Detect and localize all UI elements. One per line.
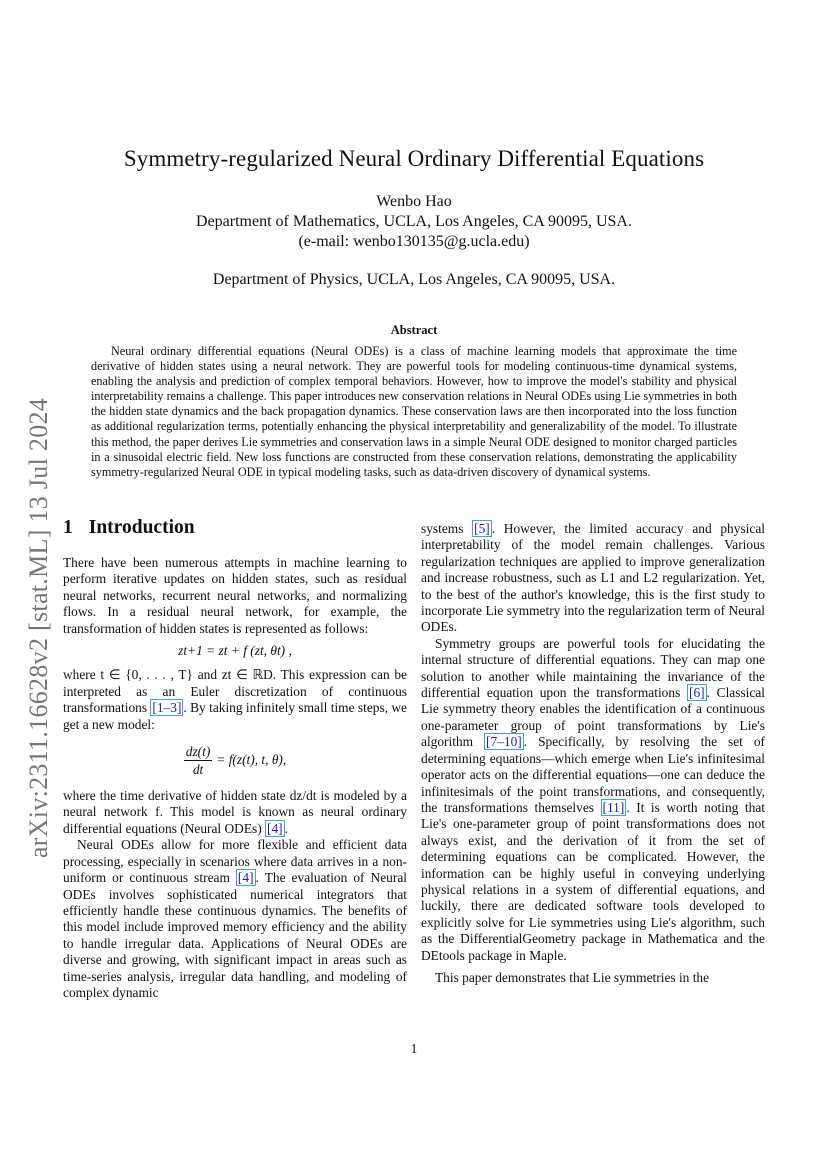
section-title: Introduction [88,517,195,538]
text-run: Symmetry groups are powerful tools for elucidating the internal structure of differential equations. They can map one solution to another while maintaining the invariance of the differential equation upon the transformations [421,635,765,701]
citation-link[interactable]: [5] [474,521,490,536]
text-run: where the time derivative of hidden state dz/dt is modeled by a neural network f. This model is known as neural ordinary differential equations (Neural ODEs) [63,788,407,836]
text-run: . Specifically, by resolving the set of determining equations—which emerge when Lie's infinitesimal operator acts on the differential equations—one can deduce the infinitesimals of the point transformations, and consequently, the transformations themselves [421,734,765,815]
arxiv-stamp [18,368,60,888]
citation-link[interactable]: [11] [602,799,625,815]
text-run: . [284,820,289,836]
affiliation-physics: Department of Physics, UCLA, Los Angeles, CA 90095, USA. [212,271,616,288]
left-column [63,515,407,1001]
intro-paragraph-5 [421,521,765,636]
arxiv-id: arXiv:2311.16628v2 [stat.ML] 13 Jul 2024 [24,397,54,859]
intro-paragraph-2 [63,667,407,733]
equation-neural-ode [63,743,407,778]
text-run: . However, the limited accuracy and physical interpretability of the model remain challenges. Various regularization techniques are applied to improve generalization and increase robustness, such as L1 and L2 regularization. Yet, to the best of the author's knowledge, this is the first study to incorporate Lie symmetry into the regularization term of Neural ODEs. [421,521,765,635]
text-run: . It is worth noting that Lie's one-parameter group of point transformations does not always exist, and the derivation of it from the set of determining equations can be complicated. However, the information can be highly useful in conveying underlying physical relations in a system of differential equations, and luckily, there are dedicated software tools developed to explicitly solve for Lie symmetries using Lie's algorithm, such as the DifferentialGeometry package in Mathematica and the DEtools package in Maple. [421,799,765,963]
text-run: . Classical Lie symmetry theory enables the identification of a continuous one-parameter group of point transformations by Lie's algorithm [421,685,765,750]
intro-paragraph-4 [63,837,407,1001]
intro-paragraph-7: This paper demonstrates that Lie symmetries in the [435,969,710,985]
citation-link[interactable]: [4] [267,820,283,836]
text-run: Neural ODEs allow for more flexible and efficient data processing, especially in scenarios where data arrives in a non-uniform or continuous stream [63,837,407,886]
fraction-numerator: dz(t) [185,744,211,760]
author-email: (e-mail: wenbo130135@g.ucla.edu) [298,233,530,250]
paper-title: Symmetry-regularized Neural Ordinary Differential Equations [123,146,705,171]
citation-link[interactable]: [6] [688,685,705,701]
page-number: 1 [410,1041,418,1056]
text-run: . The evaluation of Neural ODEs involves sophisticated numerical integrators that efficiently handle these continuous dynamics. The benefits of this model include improved memory efficiency and the ability to handle irregular data. Applications of Neural ODEs are diverse and growing, with significant impact in areas such as time-series analysis, irregular data handling, and modeling of complex dynamic [63,870,407,1000]
intro-paragraph-6 [421,636,765,964]
author-name: Wenbo Hao [376,193,452,210]
section-heading [63,515,407,541]
text-run: where t ∈ {0, . . . , T} and zt ∈ ℝD. This expression can be interpreted as an Euler discretization of continuous transformations [63,667,407,716]
right-column [421,521,765,986]
equation-rhs: = f(z(t), t, θ), [216,752,287,768]
citation-link[interactable]: [1–3] [152,700,182,716]
intro-paragraph-3 [63,788,407,837]
text-run: systems [421,521,473,536]
intro-paragraph-1: There have been numerous attempts in machine learning to perform iterative updates on hidden states, such as residual neural networks, recurrent neural networks, and normalizing flows. In a residual neural network, for example, the transformation of hidden states is represented as follows: [63,555,407,636]
abstract-heading: Abstract [390,323,438,337]
citation-link[interactable]: [4] [237,870,254,886]
derivative-fraction [184,743,213,778]
section-number: 1 [63,517,73,538]
text-run: . By taking infinitely small time steps, we get a new model: [63,700,407,732]
abstract-body: Neural ordinary differential equations (Neural ODEs) is a class of machine learning models that approximate the time derivative of hidden states using a neural network. They are powerful tools for modeling continuous-time dynamical systems, enabling the analysis and prediction of complex temporal behaviors. However, how to improve the model's stability and physical interpretability remains a challenge. This paper introduces new conservation relations in Neural ODEs using Lie symmetries in both the hidden state dynamics and the back propagation dynamics. These conservation laws are then incorporated into the loss function as additional regularization terms, potentially enhancing the physical interpretability and generalizability of the model. To illustrate this method, the paper derives Lie symmetries and conservation laws in a simple Neural ODE designed to monitor charged particles in a sinusoidal electric field. New loss functions are constructed from these conservation relations, demonstrating the applicability symmetry-regularized Neural ODE in typical modeling tasks, such as data-driven discovery of dynamical systems. [91,344,737,479]
affiliation-math: Department of Mathematics, UCLA, Los Angeles, CA 90095, USA. [196,213,632,230]
citation-link[interactable]: [7–10] [486,734,522,750]
equation-residual: zt+1 = zt + f (zt, θt) , [178,643,292,659]
fraction-denominator: dt [192,762,204,778]
